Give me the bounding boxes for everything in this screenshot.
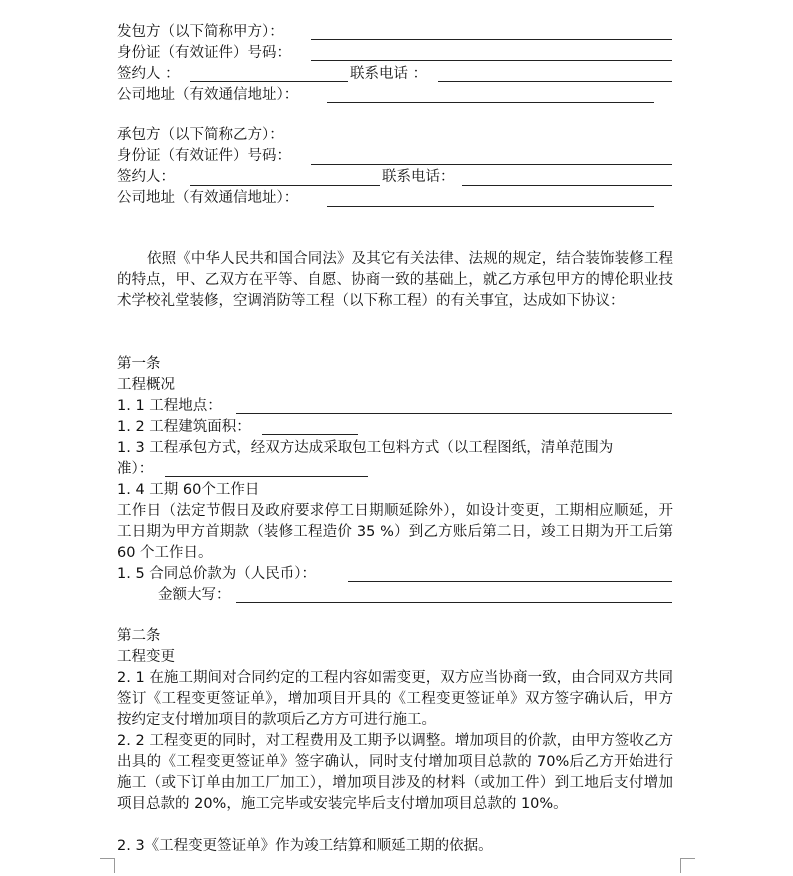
total-price-field[interactable] [348,581,672,582]
party-a-id-field[interactable] [311,60,672,61]
article1-heading: 第一条 [117,356,161,372]
article1-item3-line1: 1. 3 工程承包方式，经双方达成采取包工包料方式（以工程图纸，清单范围为 [117,440,614,456]
article1-item4-detail: 工作日（法定节假日及政府要求停工日期顺延除外），如设计变更，工期相应顺延，开工日期为甲方首期款（装修工程造价 35 %）到乙方账后第二日，竣工日期为开工后第 60 个工作日。 [117,503,673,561]
amount-words-label: 金额大写： [158,587,231,603]
amount-words-field[interactable] [236,602,672,603]
page-margin-mark-right [680,858,695,873]
article2-item2: 2. 2 工程变更的同时，对工程费用及工期予以调整。增加项目的价款，由甲方签收乙方出具的《工程变更签证单》签字确认，同时支付增加项目总款的 70%后乙方开始进行施工（或下订单由加工厂加工），增加项目涉及的材料（或加工件）到工地后支付增加项目总款的 20%，施工完毕或安装完毕后支付增加项目总款的 10%。 [117,733,673,812]
party-a-address-label: 公司地址（有效通信地址）： [117,87,299,103]
page-margin-mark-left [100,858,115,873]
party-b-phone-label: 联系电话： [382,169,455,185]
party-a-name-label: 发包方（以下简称甲方）： [117,24,284,40]
party-a-phone-label: 联系电话 ： [350,66,428,82]
party-a-signer-field[interactable] [190,81,348,82]
party-b-id-field[interactable] [311,164,672,165]
party-a-address-field[interactable] [327,102,654,103]
party-b-address-label: 公司地址（有效通信地址）： [117,190,299,206]
building-area-field[interactable] [262,434,358,435]
article1-item3-line2: 准）： [117,461,154,477]
party-a-signer-label: 签约人 ： [117,66,180,82]
party-b-signer-label: 签约人： [117,169,175,185]
article1-item4: 1. 4 工期 60个工作日 [117,482,260,498]
party-b-phone-field[interactable] [462,185,672,186]
article2-item1: 2. 1 在施工期间对合同约定的工程内容如需变更，双方应当协商一致，由合同双方共同签订《工程变更签证单》，增加项目开具的《工程变更签证单》双方签字确认后，甲方按约定支付增加项目的款项后乙方方可进行施工。 [117,670,673,728]
project-location-field[interactable] [236,413,672,414]
party-b-address-field[interactable] [327,206,654,207]
party-a-phone-field[interactable] [438,81,672,82]
contract-method-field[interactable] [165,476,368,477]
article2-heading: 第二条 [117,628,161,644]
intro-paragraph: 依照《中华人民共和国合同法》及其它有关法律、法规的规定，结合装饰装修工程的特点，甲、乙双方在平等、自愿、协商一致的基础上，就乙方承包甲方的博伦职业技术学校礼堂装修，空调消防等工程（以下称工程）的有关事宜，达成如下协议： [117,251,673,309]
party-b-id-label: 身份证（有效证件）号码： [117,148,291,164]
article1-title: 工程概况 [117,377,175,393]
article2-item3: 2. 3《工程变更签证单》作为竣工结算和顺延工期的依据。 [117,838,493,854]
party-a-id-label: 身份证（有效证件）号码： [117,45,291,61]
article1-item5-label: 1. 5 合同总价款为（人民币）： [117,566,317,582]
party-a-name-field[interactable] [311,39,672,40]
party-b-signer-field[interactable] [190,185,380,186]
article1-item2-label: 1. 2 工程建筑面积： [117,419,251,435]
party-b-name-label: 承包方（以下简称乙方）： [117,127,284,143]
article1-item1-label: 1. 1 工程地点： [117,398,222,414]
article2-title: 工程变更 [117,649,175,665]
